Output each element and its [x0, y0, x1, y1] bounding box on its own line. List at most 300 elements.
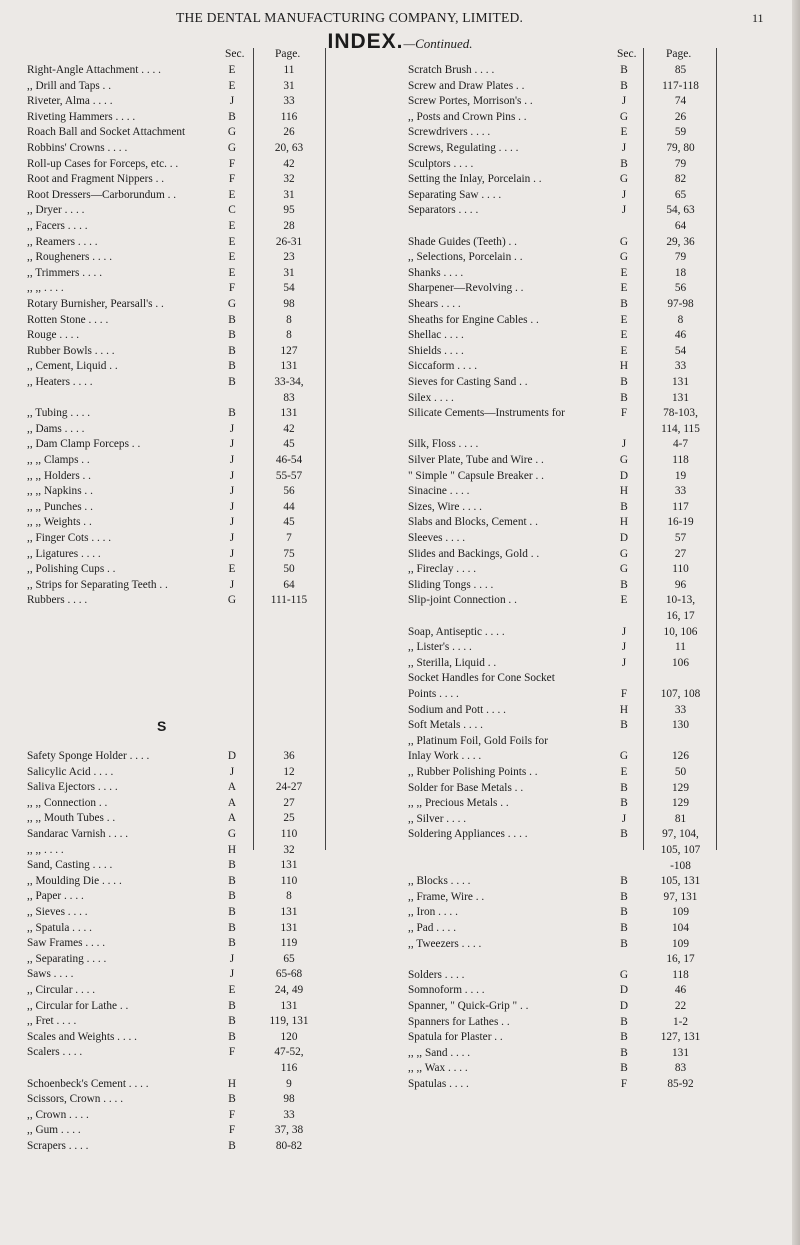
- entry-name: Siccaform . . . .: [408, 360, 478, 373]
- entry-page: 33: [283, 1108, 295, 1121]
- index-entry: [408, 1060, 793, 1076]
- index-entry: [408, 109, 793, 125]
- index-entry: [408, 62, 793, 78]
- index-entry: [408, 639, 793, 655]
- entry-section: G: [619, 235, 629, 248]
- index-entry: [27, 343, 408, 359]
- index-entry: [27, 202, 408, 218]
- entry-name: Scissors, Crown . . . .: [27, 1093, 124, 1106]
- section-letter: S: [157, 718, 167, 734]
- entry-page: 7: [286, 532, 292, 544]
- entry-page: 24-27: [275, 781, 303, 794]
- index-entry: [408, 655, 793, 671]
- entry-page: 74: [674, 95, 687, 108]
- entry-name: ,, Tweezers . . . .: [408, 937, 482, 950]
- entry-page: 46: [674, 984, 687, 997]
- index-entry: [27, 78, 408, 94]
- entry-section: B: [228, 376, 236, 388]
- entry-page: 16, 17: [666, 953, 695, 966]
- entry-name: Scratch Brush . . . .: [408, 64, 495, 76]
- page-number: 11: [752, 11, 764, 25]
- entry-page: 131: [672, 1046, 689, 1059]
- entry-name: Right-Angle Attachment . . . .: [27, 64, 161, 76]
- entry-page: 131: [280, 360, 298, 373]
- index-entry: [408, 624, 793, 640]
- entry-page: 83: [283, 391, 295, 404]
- index-entry: [27, 951, 408, 967]
- index-entry: [408, 889, 793, 905]
- entry-page: 85: [674, 64, 687, 76]
- index-entry: [27, 904, 408, 920]
- index-entry: [408, 764, 793, 780]
- index-entry: [408, 78, 793, 94]
- entry-name: Saliva Ejectors . . . .: [27, 781, 118, 794]
- entry-section: B: [620, 578, 628, 591]
- entry-section: B: [620, 906, 628, 919]
- entry-page: 117: [672, 500, 689, 513]
- entry-name: Sandarac Varnish . . . .: [27, 828, 129, 840]
- index-entry: [27, 140, 408, 156]
- entry-section: J: [229, 438, 235, 451]
- entry-name: Shanks . . . .: [408, 266, 464, 279]
- index-entry: [408, 296, 793, 312]
- entry-name: ,, Selections, Porcelain . .: [408, 251, 523, 264]
- entry-page: 22: [674, 1000, 687, 1012]
- index-entry: [27, 1091, 408, 1107]
- entry-name: ,, ,, Weights . .: [27, 516, 92, 529]
- entry-name: Screw Portes, Morrison's . .: [408, 95, 533, 108]
- index-entry: [27, 810, 408, 826]
- entry-page: 44: [283, 500, 295, 513]
- entry-name: Setting the Inlay, Porcelain . .: [408, 173, 542, 186]
- entry-page: 80-82: [275, 1140, 303, 1152]
- entry-page: 26: [283, 126, 295, 139]
- entry-section: J: [229, 547, 235, 560]
- entry-section: B: [228, 1015, 236, 1028]
- entry-name: ,, Iron . . . .: [408, 906, 458, 919]
- entry-name: Sand, Casting . . . .: [27, 859, 113, 872]
- entry-section: B: [228, 110, 236, 123]
- index-entry: [408, 702, 793, 718]
- entry-page: 79: [674, 157, 687, 170]
- entry-name: Slip-joint Connection . .: [408, 594, 517, 607]
- index-entry: [408, 312, 793, 328]
- entry-name: Solders . . . .: [408, 968, 465, 981]
- entry-page: 42: [283, 422, 295, 435]
- entry-section: B: [228, 999, 236, 1012]
- index-entry: [408, 499, 793, 515]
- entry-section: G: [227, 298, 237, 310]
- entry-name: Soap, Antiseptic . . . .: [408, 625, 505, 638]
- entry-name: Roll-up Cases for Forceps, etc. . .: [27, 157, 179, 170]
- entry-name: Saws . . . .: [27, 968, 74, 981]
- entry-name: Silk, Floss . . . .: [408, 438, 479, 451]
- running-head: [0, 10, 800, 30]
- entry-page: 46: [674, 329, 687, 342]
- index-entry: [408, 374, 793, 390]
- entry-section: F: [228, 173, 236, 186]
- entry-page: 127: [280, 344, 298, 357]
- index-entry: [27, 920, 408, 936]
- entry-page: 27: [674, 547, 687, 560]
- index-entry: [27, 935, 408, 951]
- entry-name: Separators . . . .: [408, 204, 479, 217]
- index-entry: [408, 280, 793, 296]
- entry-page: 31: [283, 79, 295, 92]
- entry-name: ,, Silver . . . .: [408, 812, 467, 825]
- entry-page: 129: [672, 797, 689, 810]
- entry-page: 79, 80: [666, 142, 695, 154]
- entry-page: 109: [672, 906, 689, 919]
- entry-section: A: [227, 796, 237, 809]
- entry-page: 8: [286, 890, 292, 903]
- index-entry: [408, 733, 793, 749]
- entry-page: 25: [283, 812, 295, 825]
- entry-section: B: [228, 344, 236, 357]
- entry-page: 120: [280, 1030, 298, 1043]
- entry-page: 33: [674, 485, 687, 498]
- entry-name: ,, Strips for Separating Teeth . .: [27, 578, 168, 591]
- entry-name: ,, Pad . . . .: [408, 922, 457, 934]
- entry-page: 26-31: [275, 235, 303, 248]
- entry-page: 81: [674, 812, 687, 825]
- index-entry: [408, 1076, 793, 1092]
- entry-section: B: [228, 890, 236, 903]
- index-entry: [27, 764, 408, 780]
- index-entry: [408, 343, 793, 359]
- entry-page: 16, 17: [666, 610, 695, 622]
- entry-section: D: [619, 984, 629, 997]
- entry-page: 104: [672, 922, 689, 934]
- entry-section: G: [619, 547, 629, 560]
- entry-name: ,, Drill and Taps . .: [27, 79, 112, 92]
- entry-section: B: [228, 921, 236, 934]
- index-entry: [27, 421, 408, 437]
- entry-name: Slides and Backings, Gold . .: [408, 547, 540, 560]
- entry-section: F: [228, 1124, 236, 1137]
- index-entry: [27, 1107, 408, 1123]
- entry-section: B: [228, 937, 236, 950]
- entry-section: E: [228, 64, 236, 76]
- entry-page: 16-19: [667, 516, 694, 529]
- entry-name: ,, Ligatures . . . .: [27, 547, 101, 560]
- entry-section: G: [619, 454, 629, 466]
- index-entry: [27, 93, 408, 109]
- page-edge: [792, 0, 800, 1245]
- index-entry: [27, 124, 408, 140]
- entry-section: E: [228, 188, 236, 201]
- entry-section: B: [228, 1030, 236, 1043]
- entry-page: 56: [674, 282, 687, 295]
- entry-page: 131: [280, 906, 298, 918]
- index-entry: [27, 966, 408, 982]
- entry-name: Shellac . . . .: [408, 329, 464, 342]
- entry-name: Slabs and Blocks, Cement . .: [408, 516, 538, 529]
- entry-name: Soldering Appliances . . . .: [408, 828, 528, 841]
- entry-name: ,, Rubber Polishing Points . .: [408, 766, 538, 778]
- entry-page: 31: [283, 266, 295, 279]
- entry-page: 47-52,: [274, 1046, 304, 1059]
- entry-name: Screwdrivers . . . .: [408, 126, 491, 139]
- entry-page: 127, 131: [660, 1031, 701, 1044]
- entry-name: ,, ,, . . . .: [27, 282, 64, 295]
- index-entry: [27, 592, 408, 608]
- entry-section: B: [620, 64, 628, 76]
- entry-page: 33: [674, 703, 687, 716]
- entry-page: 96: [674, 578, 687, 591]
- index-entry: [27, 265, 408, 281]
- entry-section: B: [620, 828, 628, 841]
- entry-section: E: [620, 594, 628, 607]
- entry-name: ,, Platinum Foil, Gold Foils for: [408, 734, 548, 747]
- index-entry: [27, 1044, 408, 1060]
- entry-page: 98: [283, 1093, 295, 1106]
- index-entry: [27, 795, 408, 811]
- entry-name: Sheaths for Engine Cables . .: [408, 313, 539, 326]
- entry-name: Points . . . .: [408, 688, 459, 700]
- entry-name: ,, Dryer . . . .: [27, 204, 85, 217]
- entry-name: Soft Metals . . . .: [408, 719, 483, 732]
- entry-name: ,, Spatula . . . .: [27, 921, 92, 934]
- index-entry: [408, 171, 793, 187]
- index-entry: [408, 265, 793, 281]
- entry-section: G: [227, 126, 237, 139]
- entry-section: B: [228, 360, 236, 373]
- entry-name: ,, ,, Holders . .: [27, 469, 92, 482]
- index-entry: [27, 234, 408, 250]
- index-entry: [27, 1029, 408, 1045]
- entry-section: J: [229, 578, 235, 591]
- entry-section: D: [227, 750, 237, 762]
- entry-name: Sharpener—Revolving . .: [408, 282, 524, 295]
- entry-page: 26: [674, 110, 687, 123]
- entry-page: 65: [674, 188, 687, 201]
- entry-section: B: [620, 1046, 628, 1059]
- index-entry: [27, 1013, 408, 1029]
- entry-name: Robbins' Crowns . . . .: [27, 142, 128, 154]
- entry-name: Riveter, Alma . . . .: [27, 95, 113, 108]
- entry-section: B: [620, 298, 628, 310]
- entry-section: B: [620, 157, 628, 170]
- entry-section: G: [619, 563, 629, 576]
- entry-page: 109: [672, 937, 689, 950]
- entry-section: B: [620, 79, 628, 92]
- index-entry: [408, 920, 793, 936]
- page-header: Page.: [666, 48, 692, 60]
- entry-page: 59: [674, 126, 687, 139]
- entry-page: 28: [283, 220, 295, 232]
- entry-section: D: [619, 532, 629, 544]
- index-entry: [408, 608, 793, 624]
- entry-page: 106: [672, 656, 689, 669]
- index-entry: [27, 1122, 408, 1138]
- index-entry: [27, 468, 408, 484]
- entry-name: Socket Handles for Cone Socket: [408, 672, 555, 685]
- index-entry: [27, 218, 408, 234]
- entry-name: Solder for Base Metals . .: [408, 781, 524, 794]
- index-entry: [27, 452, 408, 468]
- index-entry: [408, 468, 793, 484]
- entry-name: Sculptors . . . .: [408, 157, 474, 170]
- entry-name: ,, Posts and Crown Pins . .: [408, 110, 527, 123]
- entry-name: Sodium and Pott . . . .: [408, 703, 506, 716]
- index-entry: [27, 546, 408, 562]
- entry-name: ,, ,, Sand . . . .: [408, 1046, 471, 1059]
- index-entry: [408, 546, 793, 562]
- page-header: Page.: [275, 48, 301, 60]
- entry-section: E: [620, 329, 628, 342]
- entry-name: Rubber Bowls . . . .: [27, 344, 115, 357]
- entry-name: Rouge . . . .: [27, 329, 80, 342]
- entry-name: Rotary Burnisher, Pearsall's . .: [27, 298, 164, 310]
- index-entry: [408, 842, 793, 858]
- entry-page: 19: [674, 469, 687, 482]
- entry-page: 37, 38: [274, 1124, 304, 1137]
- entry-section: J: [621, 641, 627, 654]
- index-entry: [408, 187, 793, 203]
- entry-page: 10, 106: [663, 625, 698, 638]
- index-entry: [27, 982, 408, 998]
- entry-name: ,, Sterilla, Liquid . .: [408, 656, 497, 669]
- entry-section: J: [621, 142, 627, 154]
- entry-page: 8: [286, 313, 292, 326]
- entry-section: H: [227, 1077, 237, 1090]
- index-entry: [27, 888, 408, 904]
- entry-section: J: [229, 454, 235, 466]
- index-continued: —Continued.: [403, 36, 473, 51]
- index-entry: [27, 62, 408, 78]
- entry-page: 118: [672, 968, 689, 981]
- entry-section: H: [227, 843, 237, 856]
- index-entry: [27, 561, 408, 577]
- entry-page: 55-57: [275, 469, 303, 482]
- index-entry: [408, 561, 793, 577]
- entry-name: Shade Guides (Teeth) . .: [408, 235, 518, 248]
- index-entry: [408, 218, 793, 234]
- entry-name: ,, Finger Cots . . . .: [27, 532, 112, 544]
- entry-name: Safety Sponge Holder . . . .: [27, 750, 150, 762]
- entry-name: ,, Separating . . . .: [27, 952, 107, 965]
- index-entry: [408, 327, 793, 343]
- entry-page: 9: [286, 1077, 292, 1090]
- entry-section: J: [229, 516, 235, 529]
- entry-section: B: [228, 313, 236, 326]
- entry-name: ,, ,, Punches . .: [27, 500, 93, 513]
- entry-section: G: [227, 142, 237, 154]
- entry-name: Shears . . . .: [408, 298, 461, 310]
- index-entry: [27, 280, 408, 296]
- entry-name: ,, Blocks . . . .: [408, 875, 471, 888]
- entry-name: Schoenbeck's Cement . . . .: [27, 1077, 149, 1090]
- index-entry: [27, 390, 408, 406]
- entry-page: 97, 131: [663, 890, 698, 903]
- entry-name: ,, Crown . . . .: [27, 1108, 89, 1121]
- index-entry: [408, 93, 793, 109]
- index-entry: [408, 1045, 793, 1061]
- entry-page: 117-118: [662, 79, 699, 92]
- index-entry: [408, 249, 793, 265]
- index-entry: [27, 514, 408, 530]
- index-entry: [408, 530, 793, 546]
- entry-section: D: [619, 1000, 629, 1012]
- entry-section: E: [228, 984, 236, 996]
- entry-name: Spanners for Lathes . .: [408, 1015, 510, 1028]
- index-entry: [408, 998, 793, 1014]
- entry-section: B: [620, 391, 628, 404]
- index-entry: [408, 436, 793, 452]
- entry-name: Sieves for Casting Sand . .: [408, 376, 528, 388]
- entry-page: 11: [675, 641, 686, 654]
- entry-page: 23: [283, 251, 295, 264]
- entry-section: G: [619, 750, 629, 763]
- index-entry: [27, 374, 408, 390]
- entry-page: 24, 49: [274, 984, 304, 996]
- entry-section: B: [228, 859, 236, 872]
- index-entry: [408, 1029, 793, 1045]
- entry-name: Sliding Tongs . . . .: [408, 578, 494, 591]
- entry-name: Spatulas . . . .: [408, 1078, 469, 1090]
- index-entry: [408, 748, 793, 764]
- index-entry: [27, 1060, 408, 1076]
- entry-section: E: [228, 563, 236, 576]
- entry-section: J: [621, 625, 627, 638]
- entry-page: 8: [677, 313, 684, 326]
- entry-page: 105, 107: [660, 844, 701, 856]
- entry-page: 33: [283, 95, 295, 108]
- index-entry: [27, 998, 408, 1014]
- index-entry: [408, 592, 793, 608]
- entry-section: B: [620, 1031, 628, 1044]
- entry-name: ,, ,, Connection . .: [27, 796, 108, 809]
- entry-section: H: [619, 485, 629, 498]
- entry-page: 1-2: [672, 1015, 689, 1028]
- entry-page: 116: [280, 110, 298, 123]
- entry-name: ,, Circular for Lathe . .: [27, 999, 129, 1012]
- index-entry: [408, 717, 793, 733]
- entry-name: Scalers . . . .: [27, 1046, 83, 1059]
- index-entry: [408, 140, 793, 156]
- entry-name: Sinacine . . . .: [408, 485, 470, 498]
- entry-section: J: [229, 968, 235, 981]
- index-entry: [27, 530, 408, 546]
- index-entry: [27, 312, 408, 328]
- entry-page: 131: [280, 407, 298, 420]
- entry-section: E: [620, 266, 628, 279]
- entry-page: 131: [280, 859, 298, 872]
- entry-page: 57: [674, 532, 687, 544]
- entry-section: F: [228, 1046, 236, 1059]
- index-entry: [27, 577, 408, 593]
- index-entry: [408, 967, 793, 983]
- entry-page: 12: [283, 765, 295, 778]
- index-entry: [408, 390, 793, 406]
- entry-section: B: [620, 719, 628, 732]
- entry-name: ,, Fireclay . . . .: [408, 563, 477, 576]
- entry-name: ,, Lister's . . . .: [408, 641, 472, 654]
- index-entry: [27, 249, 408, 265]
- entry-page: 20, 63: [274, 142, 304, 154]
- entry-name: Root Dressers—Carborundum . .: [27, 188, 177, 201]
- entry-section: J: [229, 422, 235, 435]
- entry-section: J: [621, 188, 627, 201]
- index-entry: [408, 982, 793, 998]
- entry-page: 130: [672, 719, 689, 732]
- entry-section: C: [228, 204, 236, 217]
- entry-section: H: [619, 703, 629, 716]
- index-entry: [27, 842, 408, 858]
- entry-section: E: [228, 251, 236, 264]
- entry-section: E: [620, 344, 628, 357]
